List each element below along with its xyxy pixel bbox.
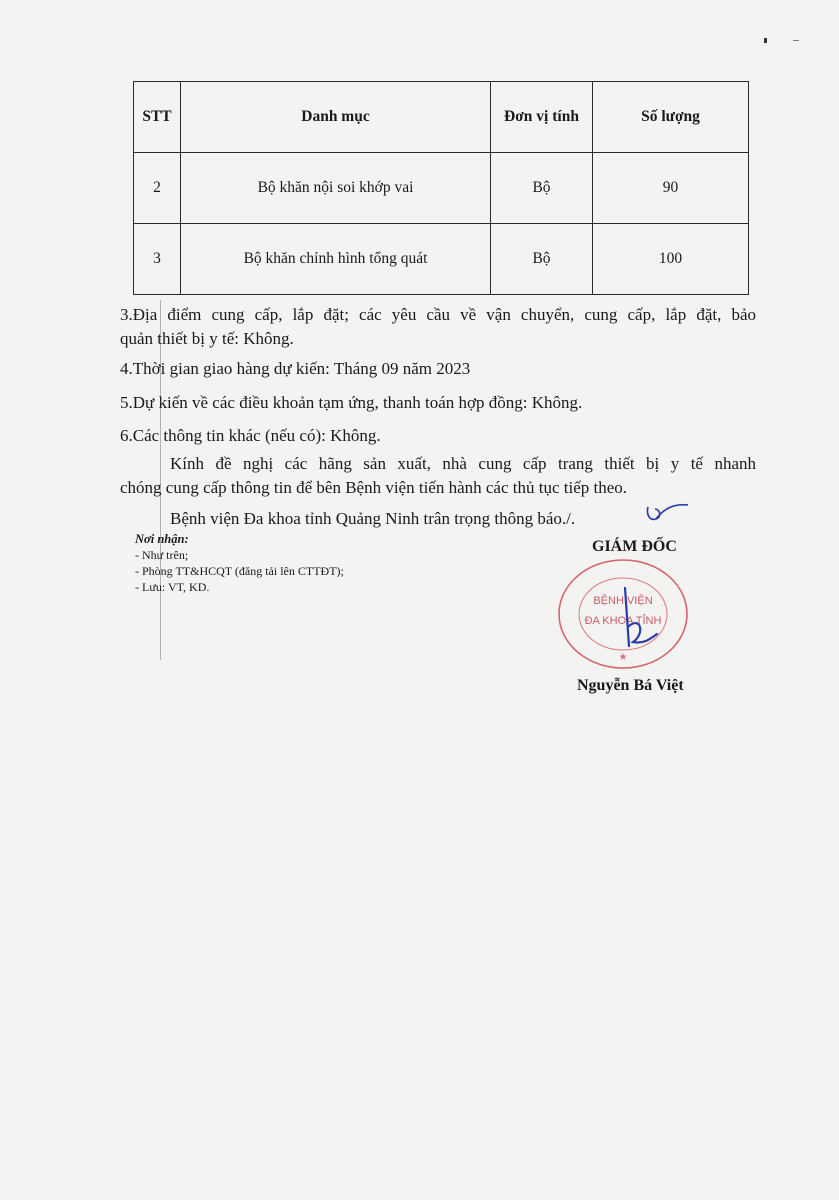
cell-quantity: 100 xyxy=(593,224,749,295)
director-title: GIÁM ĐỐC xyxy=(592,538,677,555)
seal-text-line1: BỆNH VIỆN xyxy=(593,595,653,607)
cell-stt: 2 xyxy=(134,153,181,224)
seal-text-line2: ĐA KHOA TỈNH xyxy=(584,615,662,627)
cell-category: Bộ khăn nội soi khớp vai xyxy=(181,153,491,224)
hospital-seal xyxy=(553,556,693,674)
recipients-heading: Nơi nhận: xyxy=(135,532,189,546)
paragraph-5: 5.Dự kiến về các điều khoản tạm ứng, thanh toán hợp đồng: Không. xyxy=(120,393,583,412)
paragraph-6: 6.Các thông tin khác (nếu có): Không. xyxy=(120,426,381,445)
svg-text:★: ★ xyxy=(618,652,628,663)
paragraph-3-line1: 3.Địa điểm cung cấp, lắp đặt; các yêu cầu về vận chuyển, cung cấp, lắp đặt, bảo xyxy=(120,305,756,324)
cell-unit: Bộ xyxy=(491,224,593,295)
paragraph-3-line2: quản thiết bị y tế: Không. xyxy=(120,329,294,348)
request-line2: chóng cung cấp thông tin để bên Bệnh viện tiến hành các thủ tục tiếp theo. xyxy=(120,478,628,497)
recipients-block xyxy=(135,531,455,595)
cell-quantity: 90 xyxy=(593,153,749,224)
scan-fold-line xyxy=(160,300,161,660)
recipient-item: - Phòng TT&HCQT (đăng tải lên CTTĐT); xyxy=(135,564,344,578)
scan-speck xyxy=(764,38,767,43)
table-row xyxy=(134,224,749,295)
recipient-item: - Như trên; xyxy=(135,548,189,562)
header-category: Danh mục xyxy=(181,82,491,153)
table-row xyxy=(134,153,749,224)
initial-signature xyxy=(642,497,694,529)
cell-stt: 3 xyxy=(134,224,181,295)
header-quantity: Số lượng xyxy=(593,82,749,153)
closing-line: Bệnh viện Đa khoa tỉnh Quảng Ninh trân trọng thông báo./. xyxy=(170,509,576,528)
paragraph-4: 4.Thời gian giao hàng dự kiến: Tháng 09 năm 2023 xyxy=(120,359,471,378)
request-line1: Kính đề nghị các hãng sản xuất, nhà cung cấp trang thiết bị y tế nhanh xyxy=(170,454,756,473)
items-table xyxy=(133,81,749,295)
header-unit: Đơn vị tính xyxy=(491,82,593,153)
director-name: Nguyễn Bá Việt xyxy=(577,677,684,694)
scan-speck xyxy=(793,40,799,41)
table-header-row xyxy=(134,82,749,153)
cell-category: Bộ khăn chỉnh hình tổng quát xyxy=(181,224,491,295)
header-stt: STT xyxy=(134,82,181,153)
cell-unit: Bộ xyxy=(491,153,593,224)
recipient-item: - Lưu: VT, KD. xyxy=(135,580,210,594)
